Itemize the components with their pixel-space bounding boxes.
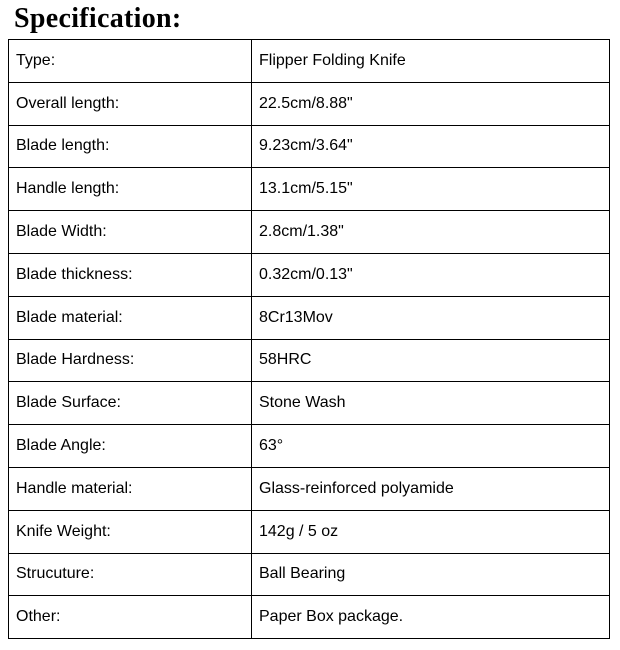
spec-value: 8Cr13Mov [252,296,610,339]
table-row [9,510,610,553]
table-row [9,596,610,639]
spec-label: Blade material: [9,296,252,339]
table-row [9,253,610,296]
table-row [9,211,610,254]
spec-label: Blade thickness: [9,253,252,296]
spec-label: Type: [9,40,252,83]
spec-value: Ball Bearing [252,553,610,596]
table-row [9,296,610,339]
spec-label: Blade Width: [9,211,252,254]
spec-value: 2.8cm/1.38" [252,211,610,254]
page-title: Specification: [14,3,182,34]
spec-value: 13.1cm/5.15" [252,168,610,211]
specification-table [8,39,610,639]
spec-value: Glass-reinforced polyamide [252,467,610,510]
table-row [9,125,610,168]
table-row [9,382,610,425]
spec-value: 9.23cm/3.64" [252,125,610,168]
table-row [9,553,610,596]
spec-label: Overall length: [9,82,252,125]
spec-label: Blade Hardness: [9,339,252,382]
spec-label: Handle material: [9,467,252,510]
spec-value: Flipper Folding Knife [252,40,610,83]
spec-label: Blade length: [9,125,252,168]
table-row [9,82,610,125]
spec-value: 63° [252,425,610,468]
spec-value: Paper Box package. [252,596,610,639]
spec-value: 142g / 5 oz [252,510,610,553]
table-row [9,40,610,83]
spec-label: Blade Angle: [9,425,252,468]
spec-label: Strucuture: [9,553,252,596]
spec-value: 0.32cm/0.13" [252,253,610,296]
table-row [9,425,610,468]
spec-label: Other: [9,596,252,639]
spec-value: Stone Wash [252,382,610,425]
spec-value: 58HRC [252,339,610,382]
spec-value: 22.5cm/8.88" [252,82,610,125]
spec-label: Handle length: [9,168,252,211]
table-row [9,168,610,211]
spec-label: Blade Surface: [9,382,252,425]
spec-label: Knife Weight: [9,510,252,553]
table-row [9,339,610,382]
table-row [9,467,610,510]
